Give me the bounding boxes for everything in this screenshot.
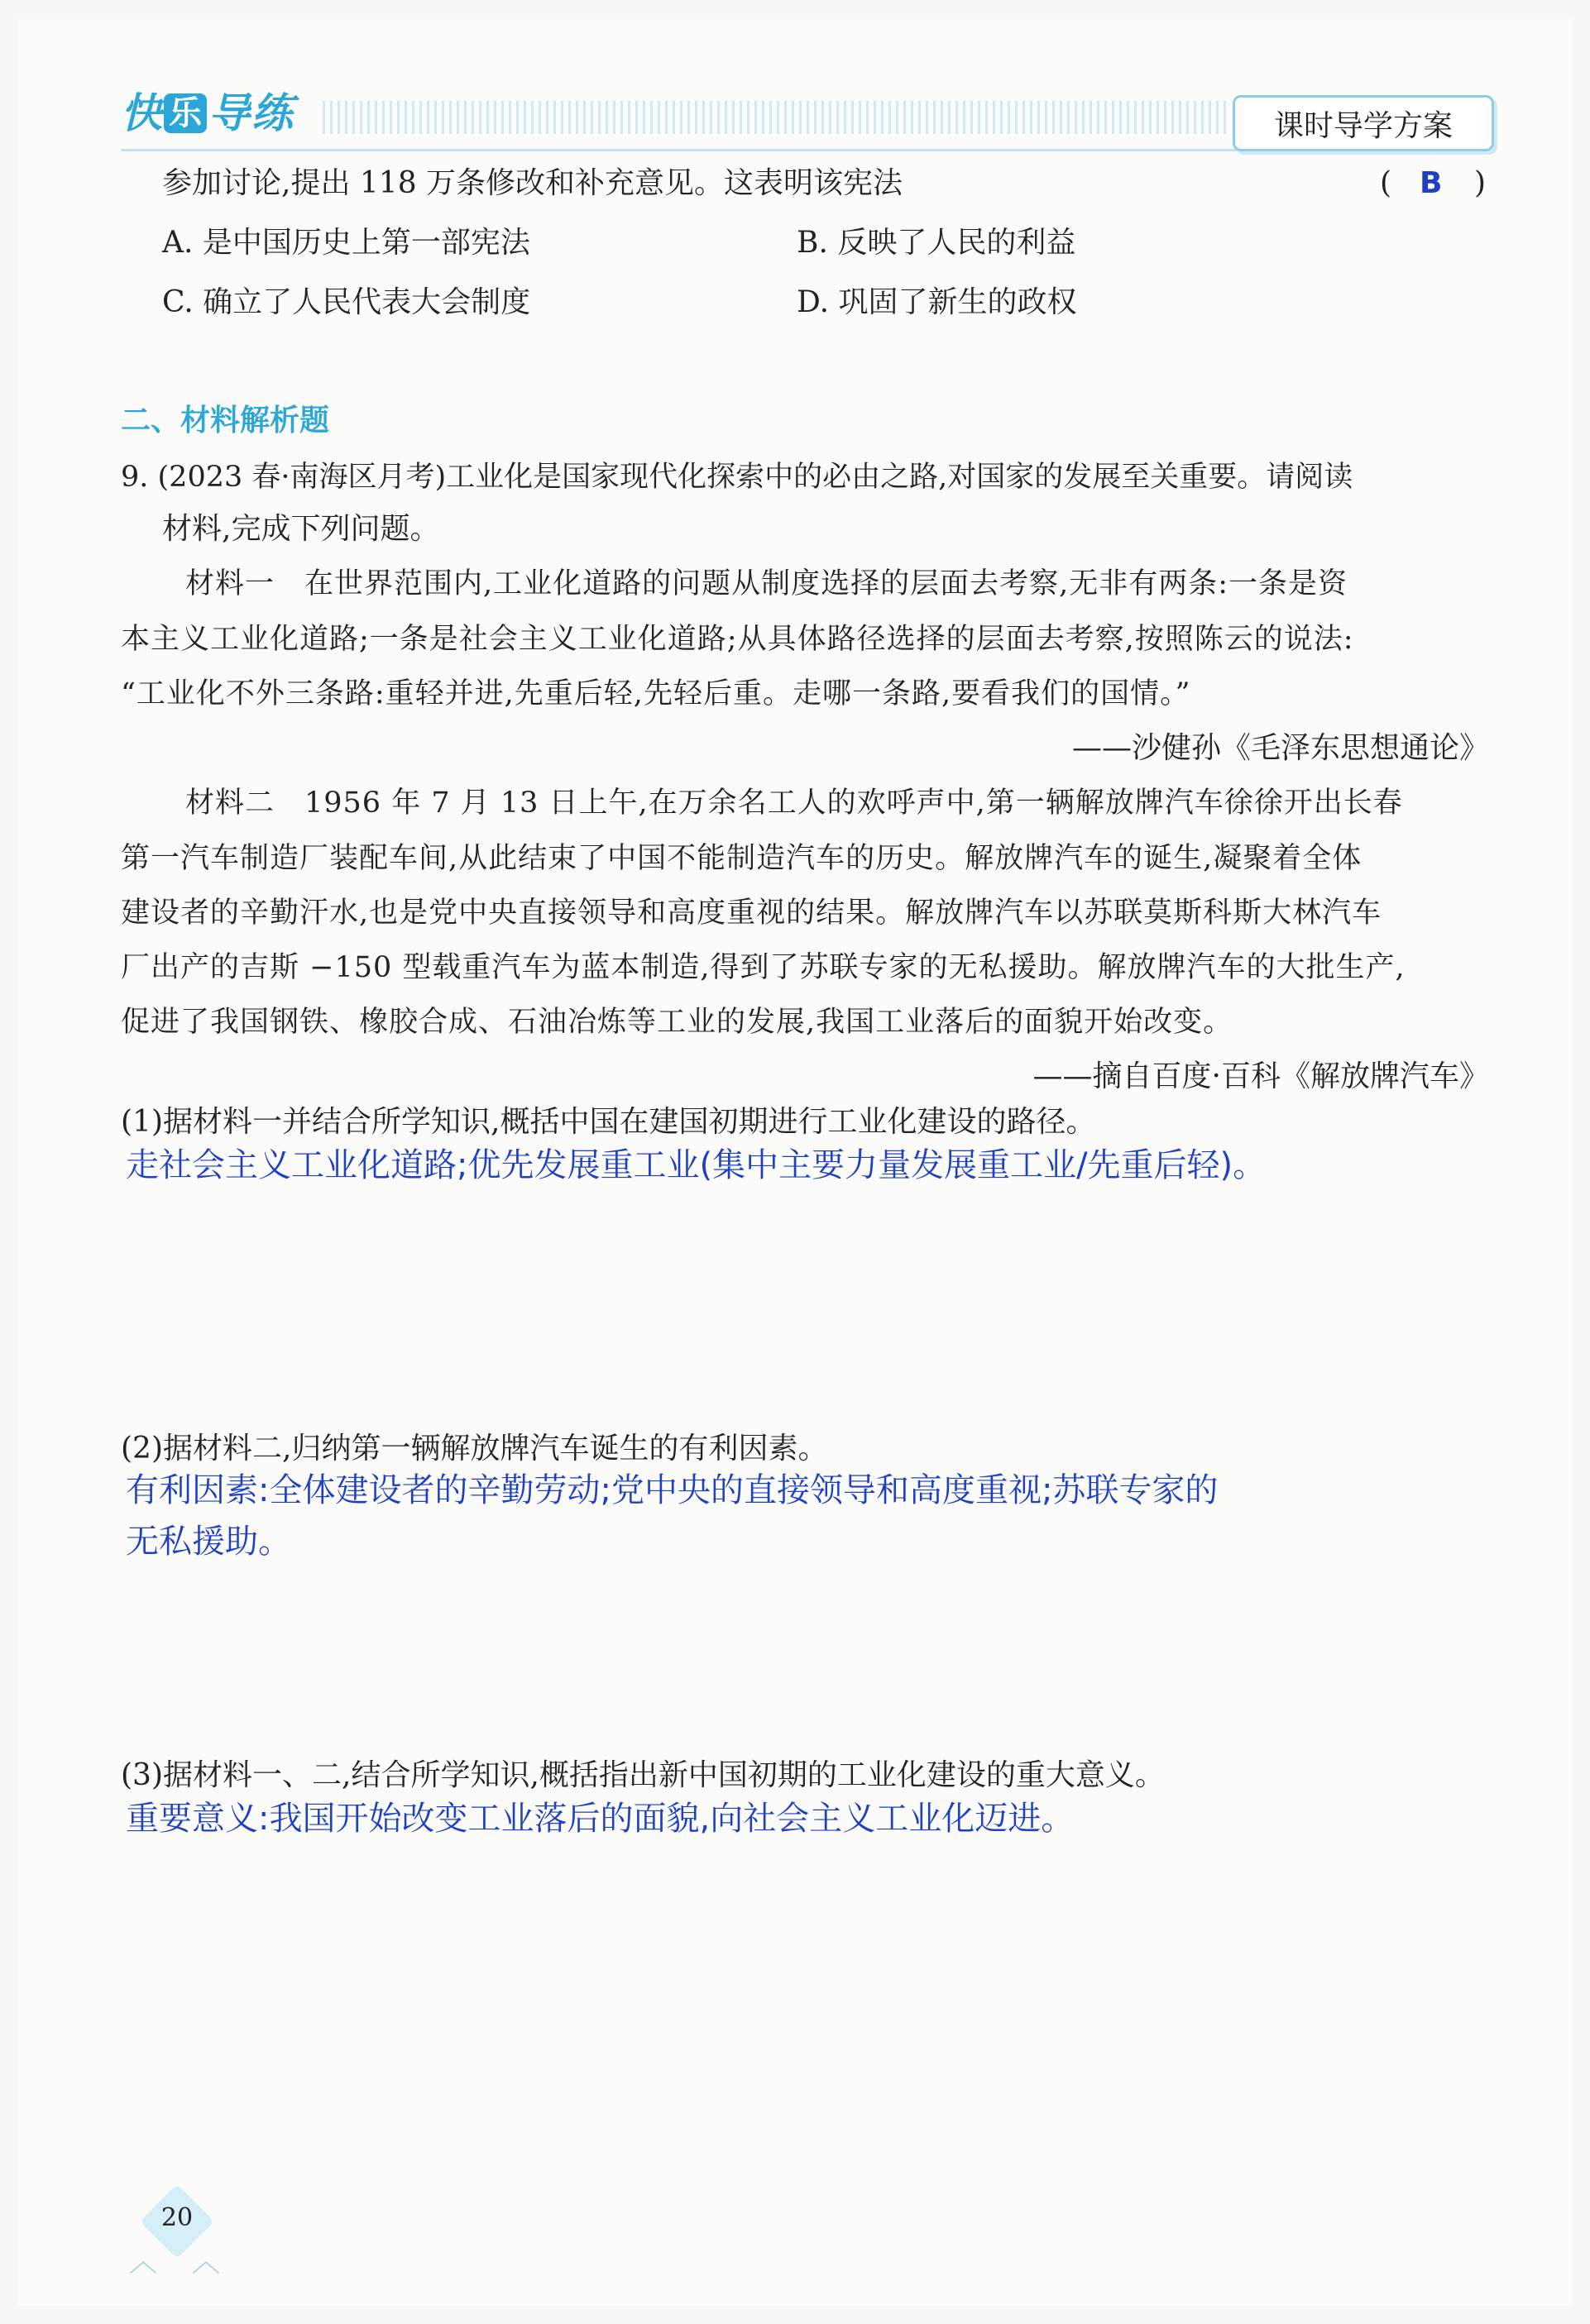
material2-line: 建设者的辛勤汗水,也是党中央直接领导和高度重视的结果。解放牌汽车以苏联莫斯科斯大林汽车: [121, 897, 1382, 930]
header-stripe: [323, 101, 1228, 134]
material2-line: 促进了我国钢铁、橡胶合成、石油冶炼等工业的发展,我国工业落后的面貌开始改变。: [121, 1006, 1233, 1039]
material1-line: “工业化不外三条路:重轻并进,先重后轻,先轻后重。走哪一条路,要看我们的国情。”: [121, 677, 1191, 710]
sub2-answer-line1: 有利因素:全体建设者的辛勤劳动;党中央的直接领导和高度重视;苏联专家的: [126, 1471, 1219, 1509]
q8-bracket-close: ): [1474, 166, 1487, 200]
logo-char-3: 导: [208, 89, 250, 137]
sub3-answer: 重要意义:我国开始改变工业落后的面貌,向社会主义工业化迈进。: [126, 1800, 1075, 1838]
logo-char-2: 乐: [164, 93, 207, 133]
q8-option-d: D. 巩固了新生的政权: [797, 285, 1077, 319]
material1-source: ——沙健孙《毛泽东思想通论》: [1071, 731, 1489, 765]
material2-line: 材料二 1956 年 7 月 13 日上午,在万余名工人的欢呼声中,第一辆解放牌汽车徐徐开出长春: [185, 787, 1403, 820]
logo: [121, 89, 293, 137]
material1-line: 材料一 在世界范围内,工业化道路的问题从制度选择的层面去考察,无非有两条:一条是资: [185, 567, 1348, 600]
sub3-question: (3)据材料一、二,结合所学知识,概括指出新中国初期的工业化建设的重大意义。: [121, 1758, 1165, 1792]
material1-line: 本主义工业化道路;一条是社会主义工业化道路;从具体路径选择的层面去考察,按照陈云的说法:: [121, 623, 1354, 656]
q8-option-a: A. 是中国历史上第一部宪法: [162, 226, 530, 260]
q8-bracket-open: (: [1380, 166, 1392, 200]
header-tag: 课时导学方案: [1233, 95, 1494, 151]
material2-source: ——摘自百度·百科《解放牌汽车》: [1032, 1059, 1489, 1093]
sub1-answer: 走社会主义工业化道路;优先发展重工业(集中主要力量发展重工业/先重后轻)。: [126, 1146, 1267, 1184]
material2-line: 厂出产的吉斯 −150 型载重汽车为蓝本制造,得到了苏联专家的无私援助。解放牌汽车的大批生产,: [121, 951, 1406, 984]
chevron-up-icon: ︿: [129, 2245, 157, 2279]
chevron-up-icon: ︿: [192, 2245, 220, 2279]
material2-line: 第一汽车制造厂装配车间,从此结束了中国不能制造汽车的历史。解放牌汽车的诞生,凝聚着全体: [121, 842, 1363, 875]
q9-stem-line1: 9. (2023 春·南海区月考)工业化是国家现代化探索中的必由之路,对国家的发展至关重要。请阅读: [121, 461, 1353, 494]
page-number: 20: [160, 2203, 194, 2232]
logo-char-1: 快: [121, 89, 162, 137]
sub1-question: (1)据材料一并结合所学知识,概括中国在建国初期进行工业化建设的路径。: [121, 1105, 1096, 1139]
q8-option-c: C. 确立了人民代表大会制度: [162, 285, 531, 319]
q8-answer: B: [1420, 166, 1443, 200]
q8-option-b: B. 反映了人民的利益: [797, 226, 1076, 260]
q8-stem: 参加讨论,提出 118 万条修改和补充意见。这表明该宪法: [162, 166, 903, 200]
sub2-question: (2)据材料二,归纳第一辆解放牌汽车诞生的有利因素。: [121, 1432, 828, 1466]
section-title: 二、材料解析题: [121, 404, 330, 438]
q9-stem-line2: 材料,完成下列问题。: [162, 512, 440, 546]
sub2-answer-line2: 无私援助。: [126, 1523, 291, 1561]
logo-char-4: 练: [251, 89, 293, 137]
